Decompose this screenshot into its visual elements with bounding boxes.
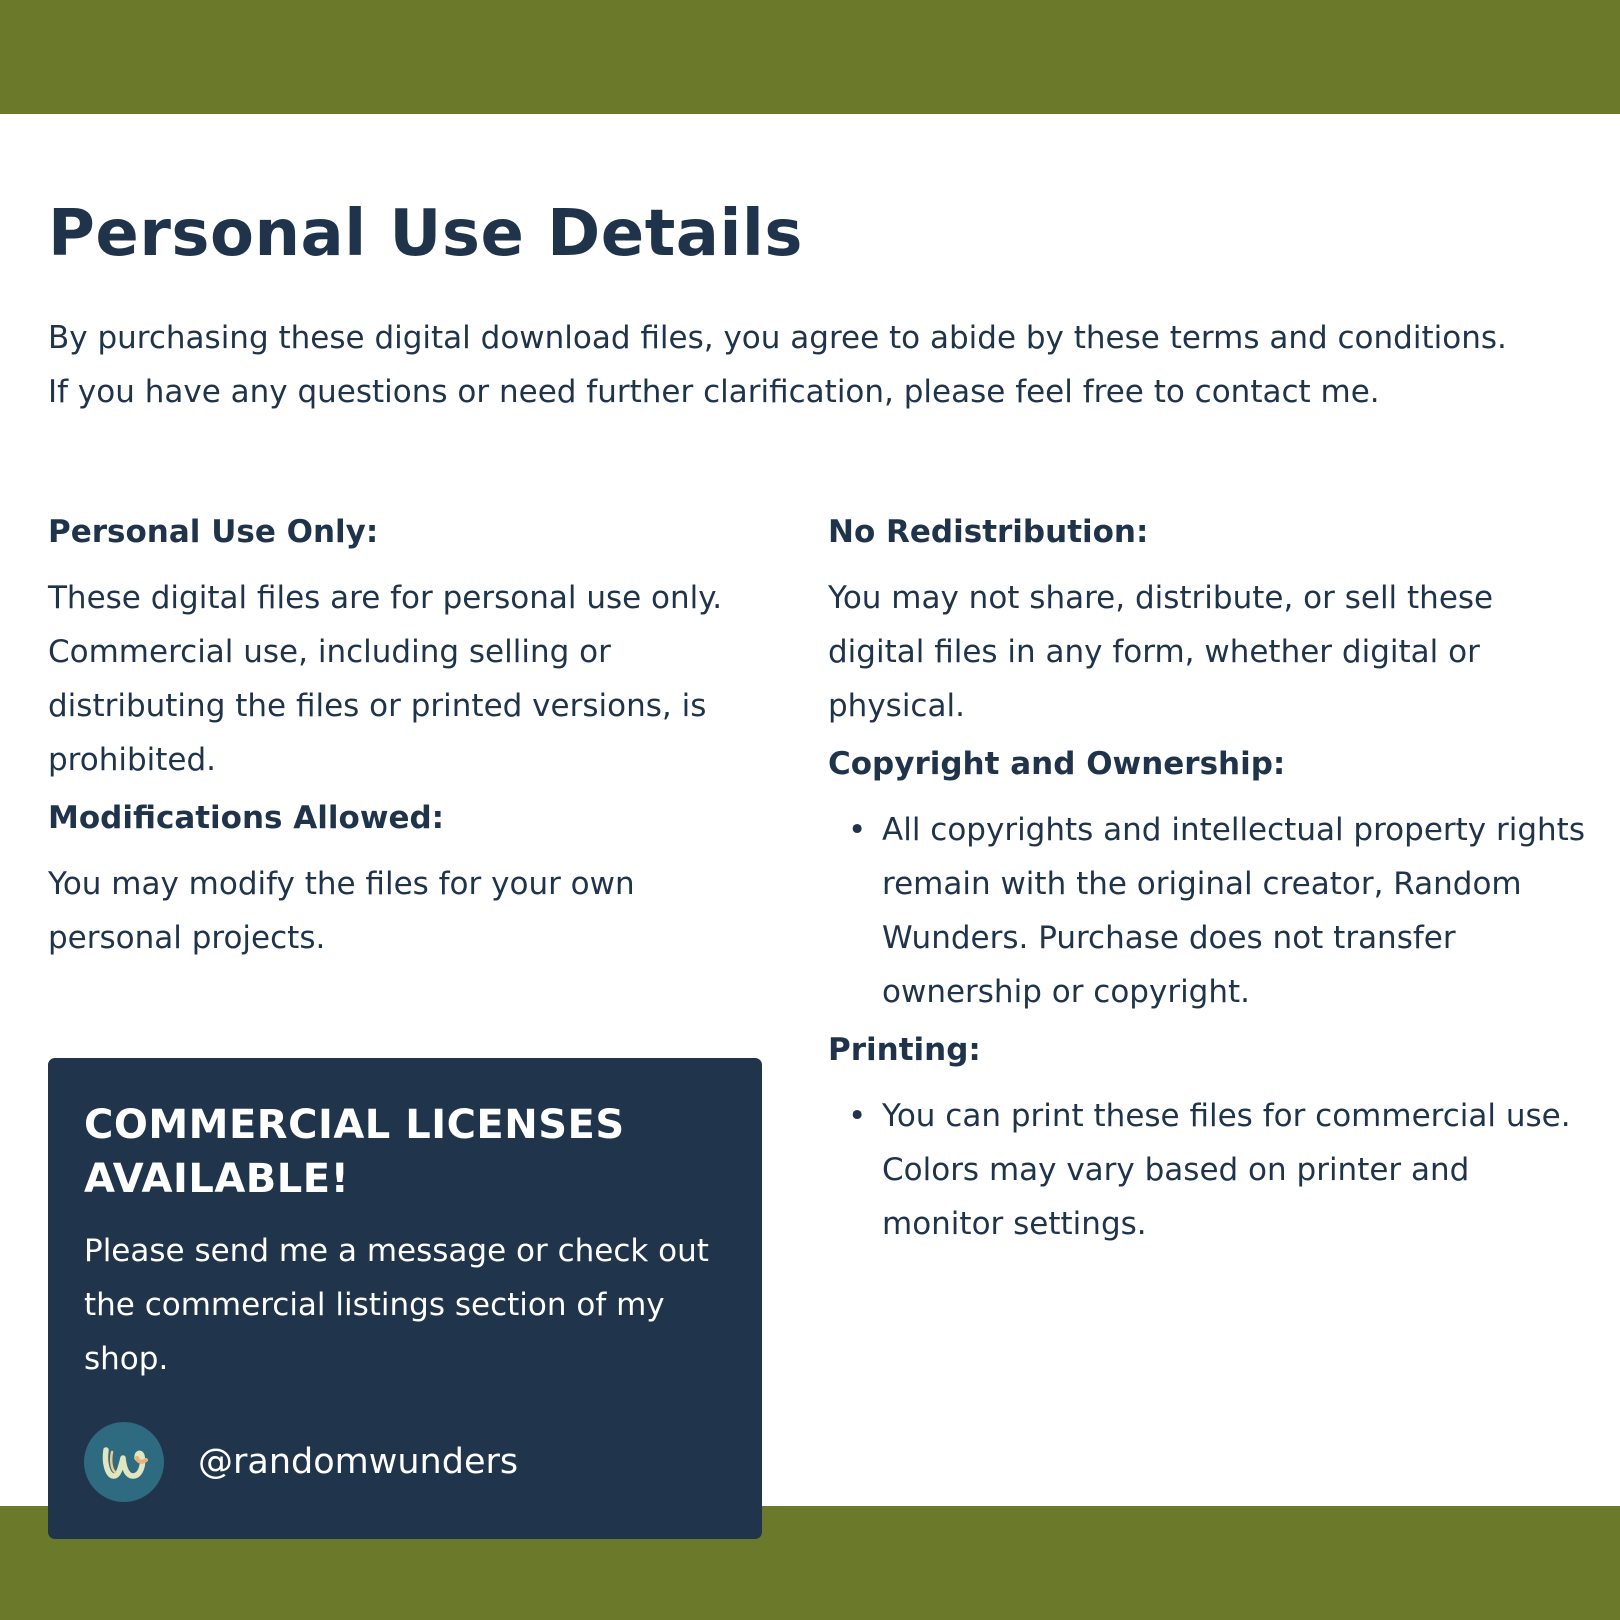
printing-section bbox=[828, 1023, 1588, 1251]
intro-paragraph: By purchasing these digital download files, you agree to abide by these terms and conditions. If you have any questions or need further clarification, please feel free to contact me. bbox=[48, 320, 1507, 410]
list-item bbox=[828, 803, 1588, 1019]
personal-use-text: These digital files are for personal use only. Commercial use, including selling or distributing the files or printed versions, is prohibited. bbox=[48, 580, 723, 778]
personal-use-heading: Personal Use Only: bbox=[48, 514, 379, 550]
modifications-heading: Modifications Allowed: bbox=[48, 800, 445, 836]
page-title: Personal Use Details bbox=[48, 197, 803, 271]
shop-handle: @randomwunders bbox=[198, 1442, 519, 1482]
printing-heading: Printing: bbox=[828, 1032, 981, 1068]
shop-handle-row[interactable] bbox=[84, 1422, 518, 1502]
copyright-heading: Copyright and Ownership: bbox=[828, 746, 1286, 782]
right-column bbox=[828, 505, 1588, 1255]
copyright-bullet-text: All copyrights and intellectual property rights remain with the original creator, Random Wunders. Purchase does not transfer ownership or copyright. bbox=[882, 812, 1585, 1010]
modifications-text: You may modify the files for your own personal projects. bbox=[48, 866, 635, 956]
w-logo-icon bbox=[92, 1430, 156, 1494]
commercial-license-promo bbox=[48, 1058, 762, 1539]
left-column bbox=[48, 505, 768, 969]
bullet-icon: • bbox=[848, 812, 867, 848]
avatar bbox=[84, 1422, 164, 1502]
copyright-section bbox=[828, 737, 1588, 1019]
personal-use-section bbox=[48, 505, 768, 787]
redistribution-heading: No Redistribution: bbox=[828, 514, 1149, 550]
promo-title: COMMERCIAL LICENSES AVAILABLE! bbox=[84, 1102, 625, 1202]
bullet-icon: • bbox=[848, 1098, 867, 1134]
redistribution-section bbox=[828, 505, 1588, 733]
copyright-bullet-list bbox=[828, 803, 1588, 1019]
printing-bullet-list bbox=[828, 1089, 1588, 1251]
modifications-section bbox=[48, 791, 768, 965]
redistribution-text: You may not share, distribute, or sell these digital files in any form, whether digital or physical. bbox=[828, 580, 1494, 724]
top-accent-band bbox=[0, 0, 1620, 114]
list-item bbox=[828, 1089, 1588, 1251]
promo-text: Please send me a message or check out the commercial listings section of my shop. bbox=[84, 1233, 709, 1377]
printing-bullet-text: You can print these files for commercial use. Colors may vary based on printer and monitor settings. bbox=[882, 1098, 1571, 1242]
